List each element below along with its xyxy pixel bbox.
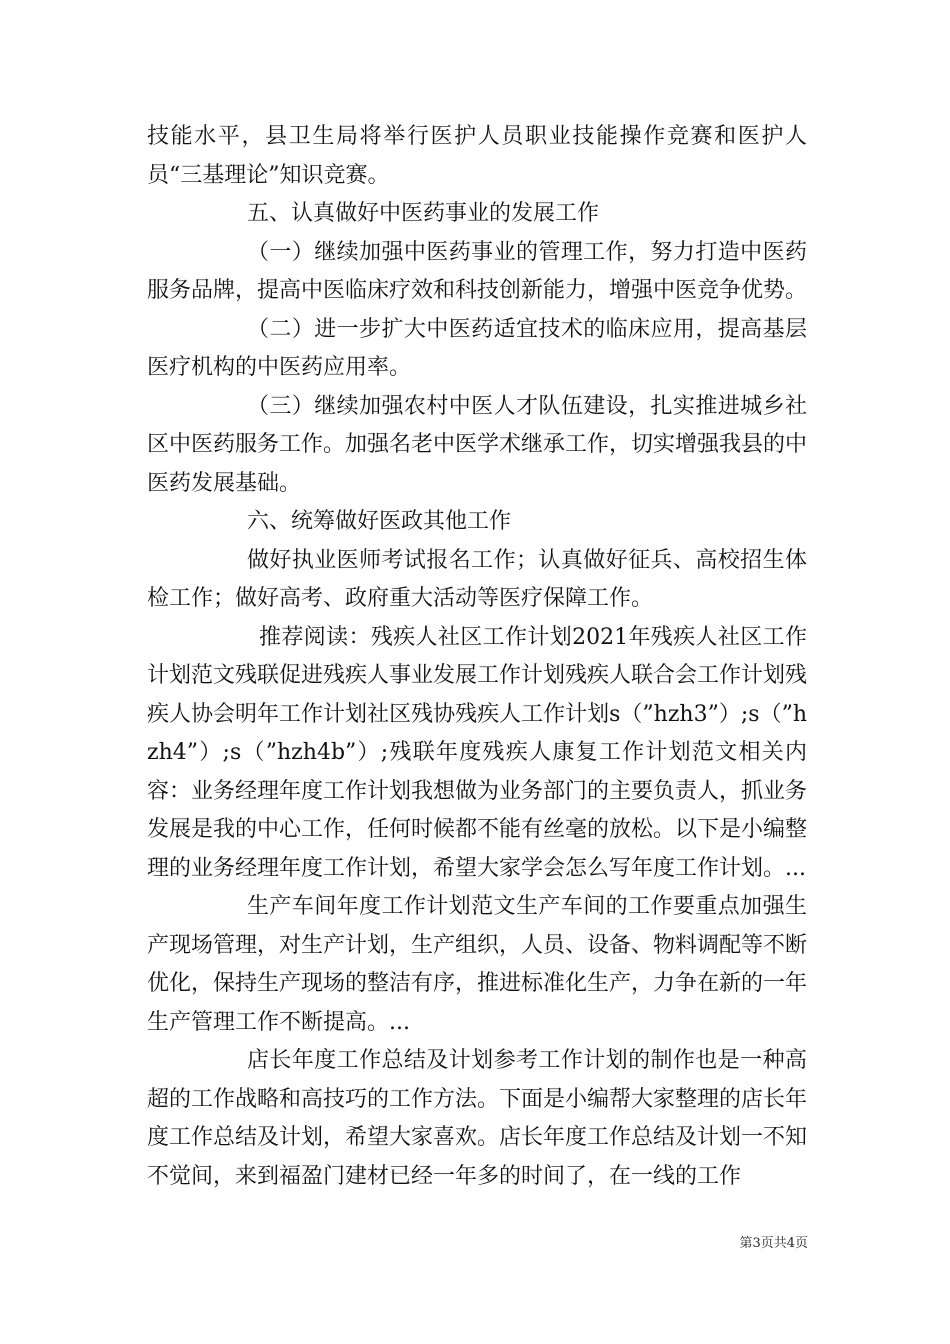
paragraph-item-3: （三）继续加强农村中医人才队伍建设，扎实推进城乡社区中医药服务工作。加强名老中医学术继承工作，切实增强我县的中医药发展基础。 <box>147 393 808 496</box>
document-body <box>147 118 807 1196</box>
paragraph-continuation: 技能水平，县卫生局将举行医护人员职业技能操作竞赛和医护人员“三基理论”知识竞赛。 <box>147 124 807 188</box>
paragraph-recommended-reading: 推荐阅读：残疾人社区工作计划2021年残疾人社区工作计划范文残联促进残疾人事业发展工作计划残疾人联合会工作计划残疾人协会明年工作计划社区残协残疾人工作计划s（”hzh3”）;s（”hzh4”）;s（”hzh4b”）;残联年度残疾人康复工作计划范文相关内容：业务经理年度工作计划我想做为业务部门的主要负责人，抓业务发展是我的中心工作，任何时候都不能有丝毫的放松。以下是小编整理的业务经理年度工作计划，希望大家学会怎么写年度工作计划。... <box>147 624 808 881</box>
section-heading-6: 六、统筹做好医政其他工作 <box>247 509 512 534</box>
paragraph-item-2: （二）进一步扩大中医药适宜技术的临床应用，提高基层医疗机构的中医药应用率。 <box>147 316 807 380</box>
paragraph-item-1: （一）继续加强中医药事业的管理工作，努力打造中医药服务品牌，提高中医临床疗效和科技创新能力，增强中医竞争优势。 <box>147 239 808 303</box>
section-heading-5: 五、认真做好中医药事业的发展工作 <box>247 201 600 226</box>
paragraph-production-plan: 生产车间年度工作计划范文生产车间的工作要重点加强生产现场管理，对生产计划，生产组织，人员、设备、物料调配等不断优化，保持生产现场的整洁有序，推进标准化生产，力争在新的一年生产管理工作不断提高。... <box>147 894 808 1035</box>
paragraph-store-manager: 店长年度工作总结及计划参考工作计划的制作也是一种高超的工作战略和高技巧的工作方法。下面是小编帮大家整理的店长年度工作总结及计划，希望大家喜欢。店长年度工作总结及计划一不知不觉间，来到福盈门建材已经一年多的时间了，在一线的工作 <box>147 1048 808 1189</box>
page-number: 第3页共4页 <box>739 1236 808 1251</box>
paragraph-medical-work: 做好执业医师考试报名工作；认真做好征兵、高校招生体检工作；做好高考、政府重大活动等医疗保障工作。 <box>147 547 807 611</box>
